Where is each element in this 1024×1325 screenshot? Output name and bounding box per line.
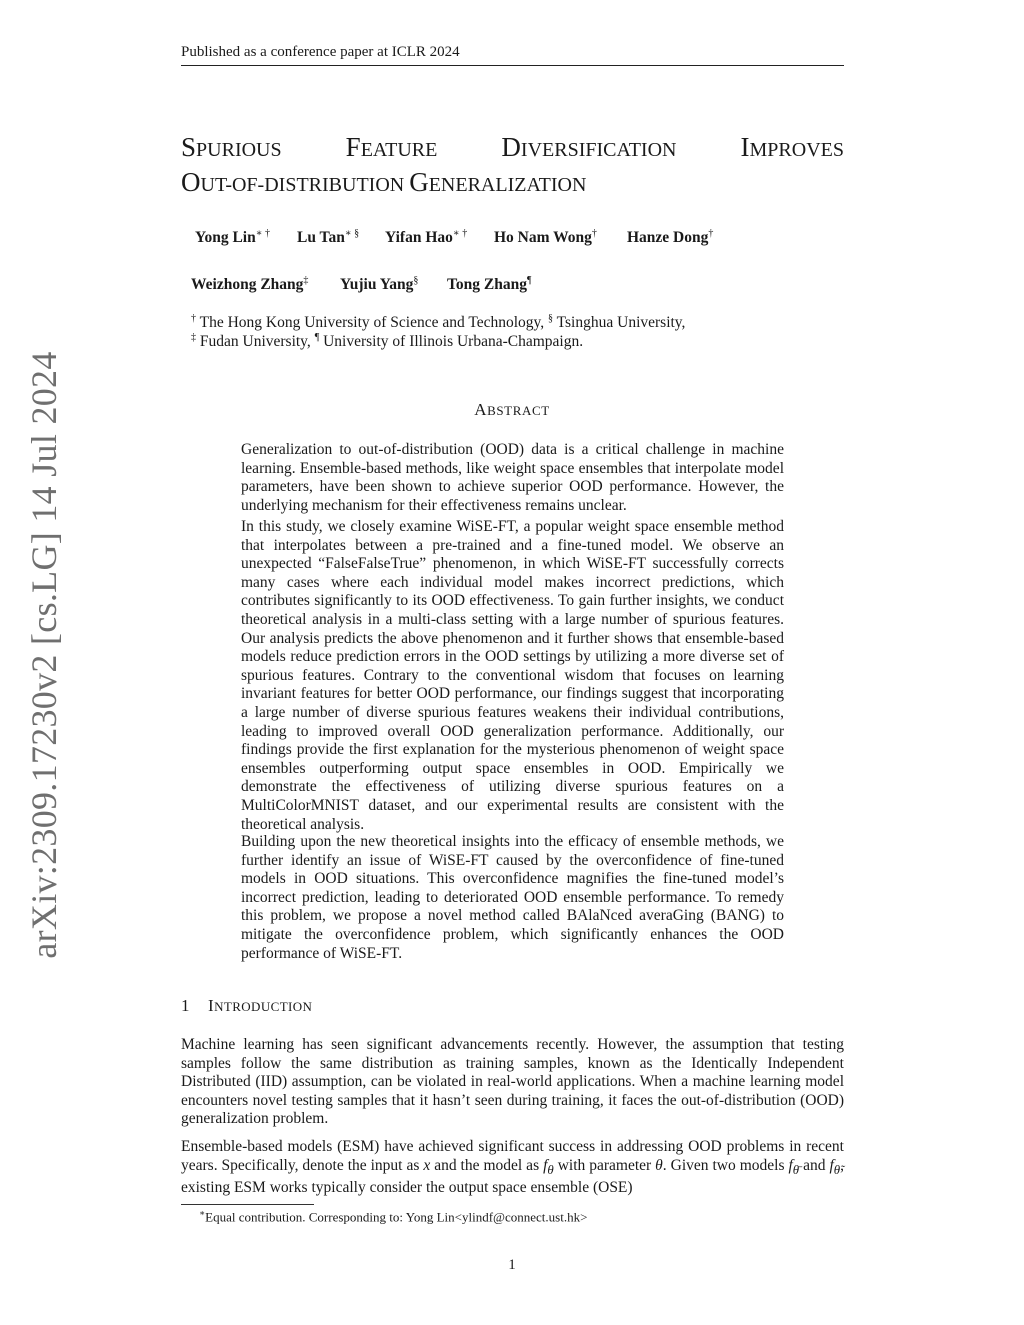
introduction-paragraph: Machine learning has seen significant advancements recently. However, the assumption that testing samples follow the same distribution as training samples, known as the Identically Independent Distributed (IID) assumption, can be violated in real-world applications. When a machine learning model encounters novel testing samples that it hasn’t seen during training, it faces the out-of-distribution (OOD) generalization problem. xyxy=(181,1036,844,1128)
math-symbol: f xyxy=(788,1156,793,1174)
author-name: Lu Tan∗ § xyxy=(297,228,360,247)
author-name: Hanze Dong† xyxy=(627,228,714,247)
abstract-paragraph: Generalization to out-of-distribution (OOD) data is a critical challenge in machine learning. Ensemble-based methods, like weight space ensembles that interpolate model parameters, have been shown to achieve superior OOD performance. However, the underlying mechanism for their effectiveness remains unclear. xyxy=(241,441,784,514)
author-name: Weizhong Zhang‡ xyxy=(191,275,309,294)
abstract-heading: ABSTRACT xyxy=(474,400,550,419)
math-symbol: f xyxy=(829,1156,834,1174)
math-symbol: f xyxy=(543,1156,548,1174)
math-symbol: x xyxy=(423,1156,431,1174)
author-name: Yifan Hao∗ † xyxy=(385,228,468,247)
affiliation-line: † The Hong Kong University of Science and Technology, § Tsinghua University, xyxy=(191,313,686,332)
title-line-1 xyxy=(181,131,844,166)
title-word: SPURIOUS xyxy=(181,132,282,162)
page-number: 1 xyxy=(508,1257,516,1273)
footnote: ∗Equal contribution. Corresponding to: Yong Lin<ylindf@connect.ust.hk> xyxy=(199,1208,588,1225)
arxiv-identifier: arXiv:2309.17230v2 [cs.LG] 14 Jul 2024 xyxy=(24,351,64,959)
abstract-paragraph: In this study, we closely examine WiSE-FT, a popular weight space ensemble method that interpolates between a pre-trained and a fine-tuned model. We observe an unexpected “FalseFalseTrue” phenomenon, in which WiSE-FT successfully corrects many cases where each individual model makes incorrect predictions, which contributes significantly to its OOD effectiveness. To gain further insights, we conduct theoretical analysis in a multi-class setting with a large number of spurious features. Our analysis predicts the above phenomenon and it further shows that ensemble-based models reduce prediction errors in the OOD settings by utilizing a more diverse set of spurious features. Contrary to the conventional wisdom that focuses on learning invariant features for better OOD performance, our findings suggest that incorporating a large number of diverse spurious features weakens their individual contributions, leading to improved overall OOD generalization performance. Additionally, our findings provide the first explanation for the mysterious phenomenon of weight space ensembles outperforming output space ensembles in OOD. Empirically we demonstrate the effectiveness of utilizing diverse spurious features on a MultiColorMNIST dataset, and our experimental results are consistent with the theoretical analysis. xyxy=(241,518,784,833)
author-name: Tong Zhang¶ xyxy=(447,275,532,294)
abstract-paragraph: Building upon the new theoretical insights into the efficacy of ensemble methods, we further identify an issue of WiSE-FT caused by the overconfidence of fine-tuned models in OOD situations. This overconfidence magnifies the fine-tuned model’s incorrect prediction, leading to deteriorated OOD ensemble performance. To remedy this problem, we propose a novel method called BAlaNced averaGing (BANG) to mitigate the overconfidence problem, which significantly enhances the OOD performance of WiSE-FT. xyxy=(241,833,784,962)
author-name: Yong Lin∗ † xyxy=(195,228,271,247)
arxiv-side-label xyxy=(0,0,80,1325)
introduction-paragraph: Ensemble-based models (ESM) have achieved significant success in addressing OOD problems in recent years. Specifically, denote the input as x and the model as $f_\theta$ with parameter θ. Given two models $f_{\thetā}$ and $f_{\thetã}$, existing ESM works typically consider the output space ensemble (OSE) xyxy=(181,1138,844,1197)
title-word: FEATURE xyxy=(345,132,438,162)
title-word: DIVERSIFICATION xyxy=(501,132,677,162)
running-header: Published as a conference paper at ICLR 2024 xyxy=(181,44,460,60)
paper-title xyxy=(181,131,844,201)
section-heading-introduction: 1 INTRODUCTION xyxy=(181,996,313,1015)
affiliation-line: ‡ Fudan University, ¶ University of Illinois Urbana-Champaign. xyxy=(191,332,584,351)
title-word: IMPROVES xyxy=(740,132,844,162)
author-name: Ho Nam Wong† xyxy=(494,228,597,247)
title-line-2: OUT-OF-DISTRIBUTION GENERALIZATION xyxy=(181,167,587,197)
footnote-rule xyxy=(181,1204,314,1205)
author-name: Yujiu Yang§ xyxy=(340,275,419,294)
math-symbol: θ xyxy=(655,1156,663,1174)
header-rule xyxy=(181,65,844,66)
